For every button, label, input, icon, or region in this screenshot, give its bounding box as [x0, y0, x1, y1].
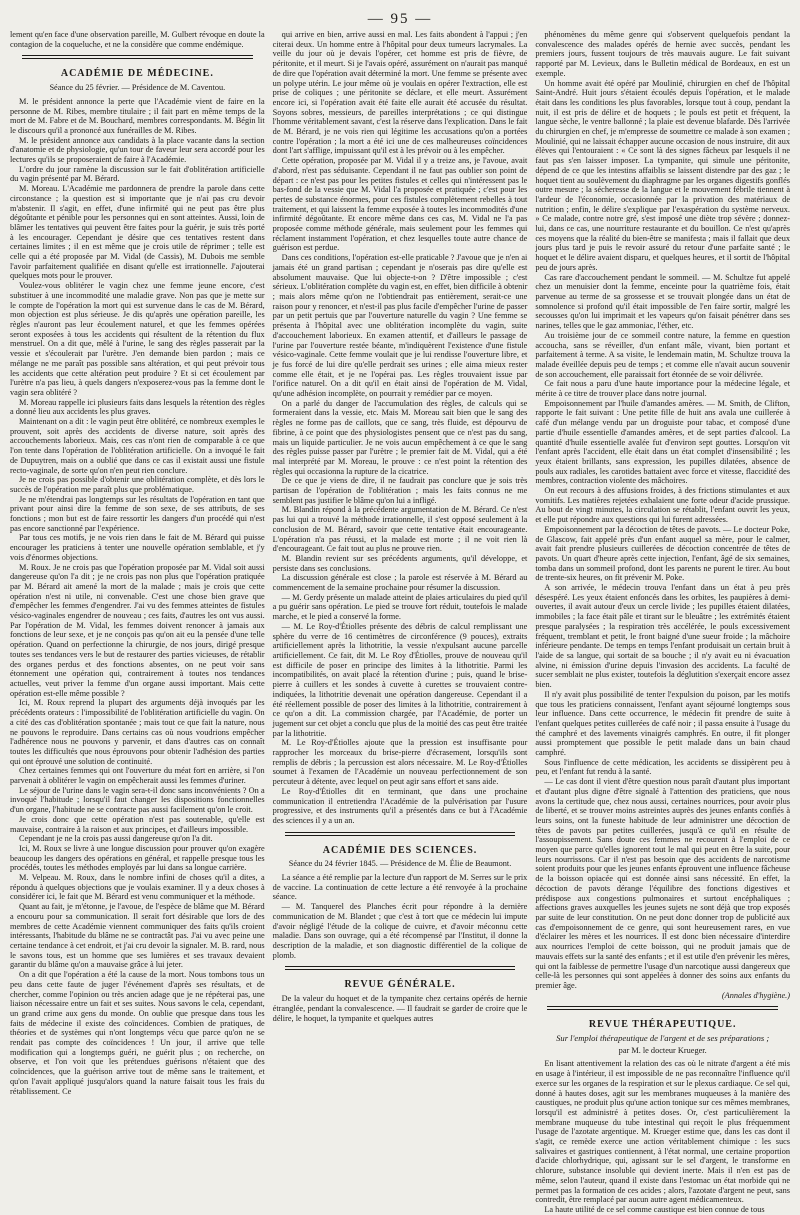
article-paragraph: M. le président annonce la perte que l'Académie vient de faire en la personne de M. Ribes, membre titulaire ; il fait part en même temps de la mort de M. Fabre et de M. Bouchard, membres correspondants. M. Bégin lit le discours qu'il a prononcé aux funérailles de M. Ribes. — [10, 96, 265, 135]
article-paragraph: On a dit que l'opération a été la cause de la mort. Nous tombons tous un peu dans cette faute de juger l'événement d'après ses résultats, et de chercher, comme l'opinion ou très ancien adage que je ne répéterai pas, une liaison nécessaire entre un fait et ses suites. Nous savons le cela, cependant, un grand crime aux gens du monde. On oublie que presque dans tous les faits de médecine il existe des coïncidences. Combien de pratiques, de théories et de systèmes qui n'ont longtemps vécu que parce qu'on ne se rendait pas compte des coïncidences ! Un jour, il arrive que telle modification qui a longtemps guéri, ne guérit plus ; on recherche, on observe, et l'on voit que les prétendues guérisons n'étaient que des coïncidences, que la guérison arrive tout de même sans le traitement, et qu'on l'avait appliqué jusqu'alors quand la nature faisait tous les frais du rétablissement. Ce — [10, 970, 265, 1096]
article-paragraph: M. Roux. Je ne crois pas que l'opération proposée par M. Vidal soit aussi dangereuse qu'on l'a dit ; je ne crois pas non plus que l'opération pratiquée par M. Bérard ait amené la mort de la malade ; mais je crois que cette opération n'est ni utile, ni convenable. C'est une chose bien grave que d'empêcher les femmes d'engendrer. J'ai vu des femmes atteintes de fistules vésico-vaginales engendrer de nouveau ; ces faits, d'autres les ont vus aussi. Par l'opération de M. Vidal, les femmes doivent renoncer à jamais aux fonctions de leur sexe, et je ne conçois pas qu'on ait eu la pensée d'une telle opération. Quand on perfectionne la chirurgie, de nos jours, dirigé presque toutes ses tendances vers le but de restaurer des parties vicieuses, de rétablir des organes perdus et des fonctions absentes, on ne peut voir sans étonnement une opération qui, contrairement à toutes nos tendances actuelles, veut priver la femme d'un organe aussi important. Mais cette opération est-elle même possible ? — [10, 562, 265, 698]
source-citation: (Annales d'hygiène.) — [721, 990, 791, 1000]
article-paragraph: M. Le Roy-d'Étiolles ajoute que la pression est insuffisante pour rapprocher les morceaux du brise-pierre d'écrasement, lorsqu'ils sont remplis de débris ; la percussion est alors nécessaire. M. Le Roy-d'Étiolles soumet à l'examen de l'Académie un nouveau perfectionnement de son percuteur à détente, avec lequel on peut agir sans effort et sans aide. — [272, 738, 528, 787]
article-paragraph: Par tous ces motifs, je ne vois rien dans le fait de M. Bérard qui puisse encourager les praticiens à tenter une nouvelle opération semblable, et j'y vois d'énormes objections. — [10, 533, 265, 562]
section-divider — [22, 55, 253, 59]
article-paragraph: qui arrive en bien, arrive aussi en mal. Les faits abondent à l'appui ; j'en citerai deux. Un homme entre à l'hôpital pour deux tumeurs lacrymales. La veille du jour où je devais l'opérer, cet homme est pris de fièvre, de péritonite, et il meurt. Si je l'avais opéré, assurément on n'aurait pas manqué de dire que l'opération avait déterminé la mort. Une femme se présente avec un polype utérin. Le jour même où je voulais en opérer l'extraction, elle est prise de coliques ; une péritonite se déclare, et elle meurt. Assurément encore ici, si l'opération avait été faite elle aurait été accusée du résultat. Soyons sobres, messieurs, de pareilles interprétations ; ce qui distingue l'homme véritablement savant, c'est la réserve dans l'explication. Dans le fait de M. Bérard, je ne vois rien qui légitime les accusations qu'on a portées contre l'opération ; la mort a été ici une de ces malheureuses coïncidences dont l'art s'afflige, impuissant qu'il est à les prévoir ou à les empêcher. — [272, 30, 528, 156]
article-paragraph: On a parlé du danger de l'accumulation des règles, de calculs qui se formeraient dans la vessie, etc. Mais M. Moreau sait bien que le sang des règles ne forme pas de caillots, que ce sang, très fluide, est dépourvu de fibrine, à ce point que des physiologistes pensent que ce n'est pas du sang, mais un liquide particulier. Je ne vois aucun empêchement à ce que le sang des règles puisse passer par l'urètre ; le premier fait de M. Vidal, qui a été mal interprété par M. Moreau, le prouve : ce n'est point la rétention des règles qui occasionna la rupture de la cicatrice. — [272, 398, 528, 476]
article-paragraph: Maintenant on a dit : le vagin peut être oblitéré, ce nombreux exemples le prouvent, soit après des accidents de diverse nature, soit après des accouchements laborieux. Mais, ces cas n'ont rien de comparable à ce que l'on tente dans l'opération de l'oblitération artificielle. On a invoqué le fait de Dupuytren, mais on a oublié que dans ce cas il existait aussi une fistule recto-vaginale, de sorte qu'on n'en peut rien conclure. — [10, 417, 265, 475]
article-paragraph: phénomènes du même genre qui s'observent quelquefois pendant la convalescence des malades opérés de hernie avec succès, pendant les premiers jours, fussent toujours de très mauvais augure. Le fait suivant rapporté par M. Levieux, dans le Bulletin médical de Bordeaux, en est un exemple. — [535, 30, 791, 78]
article-paragraph: Je ne crois pas possible d'obtenir une oblitération complète, et dès lors le succès de l'opération me paraît plus que problématique. — [10, 475, 265, 494]
meeting-line: Séance du 25 février. — Présidence de M. Caventou. — [49, 83, 226, 93]
article-paragraph: A son arrivée, le médecin trouva l'enfant dans un état à peu près désespéré. Les yeux étaient enfoncés dans les orbites, les paupières à demi-ouvertes, il avait autour d'eux un cercle livide ; les pupilles étaient dilatées, immobiles ; la face était pâle et tirant sur le bleuâtre ; les extrémités étaient presque paralysées ; la respiration très accélérée, le pouls excessivement fréquent, tremblant et petit, le front baigné d'une sueur froide ; la mâchoire inférieure pendante. De temps en temps l'enfant produisait un certain bruit à l'aide de sa langue, qui sortait de sa bouche ; il n'y avait eu ni évacuation alvine, ni émission d'urine depuis l'invasion des accidents. La faculté de sucer semblait ne plus exister, toutefois la déglutition s'exerçait encore assez bien. — [535, 583, 791, 690]
article-paragraph: Cette opération, proposée par M. Vidal il y a treize ans, je l'avoue, avait d'abord, n'est pas séduisante. Cependant il ne faut pas oublier son point de départ : ce n'est pas pour les petites fistules et celles qui n'intéressent pas le bas-fond de la vessie que M. Vidal l'a proposée et pratiquée ; c'est pour les pertes de substance énormes, pour ces fistules complètement rebelles à tout traitement, et qui laissent la femme exposée à toutes les incommodités d'une infirmité dégoûtante. Et encore même dans ces cas, M. Vidal ne l'a pas proposée comme méthode générale, mais seulement pour les femmes qui réclament instamment l'opération, et chez lesquelles toute autre chance de guérison est perdue. — [272, 156, 528, 253]
article-paragraph: Empoisonnement par la décoction de têtes de pavots. — Le docteur Poke, de Glascow, fait appelé près d'un enfant auquel sa mère, pour le calmer, avait fait prendre plusieurs cuillerées de décoction concentrée de têtes de pavots. Un quart d'heure après cette injection, l'enfant, âgé de six semaines, tomba dans un sommeil profond, dont les parents ne purent le tirer. Au bout de trente-six heures, on fit prévenir M. Poke. — [535, 524, 791, 583]
page-number: — 95 — — [367, 11, 433, 27]
article-paragraph: — M. Gerdy présente un malade atteint de plaies articulaires du pied qu'il a pu guérir sans opération. Le pied se trouve fort réduit, toutefois le malade marche, et le pied a conservé la forme. — [272, 592, 528, 622]
article-paragraph: Je ne m'étendrai pas longtemps sur les résultats de l'opération en tant que privant pour ainsi dire la femme de son sexe, de ses attributs, de ses fonctions ; mon but est de faire ressortir les dangers d'un procédé qui n'est pas encore sanctionné par l'expérience. — [10, 494, 265, 533]
article-paragraph: Chez certaines femmes qui ont l'ouverture du méat fort en arrière, si l'on parvenait à oblitérer le vagin on empêcherait aussi les femmes d'uriner. — [10, 766, 265, 786]
article-paragraph: En lisant attentivement la relation des cas où le nitrate d'argent a été mis en usage à l'intérieur, il est impossible de ne pas reconnaître l'influence qu'il exerce sur les organes de la respiration et sur le plexus cardiaque. Ce sel qui, donné à hautes doses, agit sur les membranes muqueuses à la manière des caustiques, ne produit plus qu'une action tonique sur ces mêmes membranes, lorsqu'il est administré à petites doses. Or, c'est particulièrement la membrane muqueuse du tube intestinal qui reçoit le plus fréquemment l'usage de l'azotate argentique. M. Krueger estime que, dans les cas dont il s'agit, ce remède exerce une action véritablement chimique : les sucs salivaires et gastriques contiennent, à l'état normal, une certaine proportion d'acide chlorhydrique, qui, agissant sur le sel d'argent, le transforme en chlorure, substance insoluble qui devient inerte. Mais il n'en est pas de même, selon l'auteur, quand il existe dans l'estomac un état morbide qui ne permet pas la formation de ces acides ; alors, l'azotate d'argent ne peut, sans contredit, être remplacé par aucun autre agent médicamenteux. — [535, 1059, 791, 1205]
article-paragraph: On eut recours à des affusions froides, à des frictions stimulantes et aux vomitifs. Les matières rejetées exhalaient une forte odeur d'acide prussique. Au bout de vingt minutes, la circulation se rétablit, l'enfant ouvrit les yeux, et elle put répondre aux questions qui lui furent adressées. — [535, 486, 791, 525]
article-paragraph: Quant au fait, je m'étonne, je l'avoue, de l'espèce de blâme que M. Bérard a encouru pour sa communication. Il serait fort désirable que lors de des membres de cette Académie viennent communiquer des faits qu'ils croient intéressants, l'habitude du blâme ne se contractât pas. J'ai vu avec peine une certaine tendance à cet endroit, et j'ai cru devoir la signaler. M. B. rard, nous le savons tous, est un homme que ses lumières et ses travaux devaient garantir du blâme qu'on a mauvaise grâce à lui jeter. — [10, 902, 265, 970]
section-divider — [547, 1006, 778, 1010]
column-2 — [273, 30, 528, 1166]
article-paragraph: Voulez-vous oblitérer le vagin chez une femme jeune encore, c'est substituer à une incommodité une maladie grave. Non pas que je mette sur le compte de l'opération la mort qui est survenue dans le cas de M. Bérard, mon objection est plus sérieuse. Je dis qu'après une opération pareille, les règles n'auront pas leur écoulement naturel, et que les femmes opérées seront exposées à tous les accidents qui résultent de la rétention du flux menstruel. On a dit que, mêlé à l'urine, le sang des règles passerait par la vessie et s'écoulerait par l'urètre. J'en demande bien pardon ; mais ce mélange ne me paraît pas possible sans altération, et qui peut prévoir tous les accidents que cette altération peut produire ? Et si cet écoulement par l'urètre n'a pas lieu, à quels dangers n'exposerez-vous pas la femme dont le vagin sera oblitéré ? — [10, 281, 265, 397]
article-paragraph: M. Moreau rappelle ici plusieurs faits dans lesquels la rétention des règles a donné lieu aux accidents les plus graves. — [10, 397, 265, 417]
article-paragraph: Cependant je ne la crois pas aussi dangereuse qu'on l'a dit. — [19, 834, 213, 844]
article-paragraph: Au troisième jour de ce sommeil contre nature, la femme en question accoucha, sans se réveiller, d'un enfant mâle, vivant, bien portant et parfaitement à terme. A sa visite, le lendemain matin, M. Schultze trouva la malade éveillée depuis peu de temps ; et comme elle n'avait aucun souvenir de son accouchement, elle paraissait fort étonnée de se voir délivrée. — [535, 330, 791, 379]
section-title: REVUE GÉNÉRALE. — [344, 979, 456, 991]
section-title: REVUE THÉRAPEUTIQUE. — [588, 1019, 737, 1031]
article-paragraph: De la valeur du hoquet et de la tympanite chez certains opérés de hernie étranglée, pendant la convalescence. — Il faudrait se garder de croire que le délire, le hoquet, la tympanite et quelques autres — [272, 994, 528, 1023]
meeting-line: Séance du 24 février 1845. — Présidence de M. Élie de Beaumont. — [288, 859, 512, 869]
article-paragraph: L'ordre du jour ramène la discussion sur le fait d'oblitération artificielle du vagin présenté par M. Bérard. — [10, 164, 265, 184]
article-paragraph: Ce fait nous a paru d'une haute importance pour la médecine légale, et mérite à ce titre de trouver place dans notre journal. — [535, 379, 791, 399]
article-paragraph: Ici, M. Roux reprend la plupart des arguments déjà invoqués par les précédents orateurs : l'impossibilité de l'oblitération artificielle du vagin. On a cité des cas d'oblitération spontanée ; mais tout ce que fait la nature, nous ne pouvons le reproduire. Dans certains cas où nous voudrions empêcher l'adhérence nous ne pouvons y parvenir, et dans d'autres cas on connaît toutes les difficultés que nous éprouvons pour obtenir l'adhésion des parties qui ont éprouvé une solution de continuité. — [10, 698, 265, 766]
article-paragraph: M. le président annonce aux candidats à la place vacante dans la section d'anatomie et de physiologie, qu'un tour de faveur leur sera accordé pour les lectures qu'ils se proposeraient de faire à l'Académie. — [10, 135, 265, 165]
article-paragraph: Cas rare d'accouchement pendant le sommeil. — M. Schultze fut appelé chez un menuisier dont la femme, enceinte pour la quatrième fois, était parvenue au terme de sa grossesse et se trouvait plongée dans un état de somnolence si profond qu'il était impossible de l'en faire sortir, malgré les secousses qu'on lui imprimait et les vapeurs qu'on faisait pénétrer dans ses narines, telles que le gaz ammoniac, l'éther, etc. — [535, 272, 791, 331]
article-paragraph: La haute utilité de ce sel comme caustique est bien connue de tous — [544, 1204, 765, 1214]
article-paragraph: M. Velpeau. M. Roux, dans le nombre infini de choses qu'il a dites, a répondu à quelques objections que je voulais examiner. Il y a deux choses à considérer ici, le fait que M. Bérard est venu communiquer et la méthode. — [10, 873, 265, 902]
article-paragraph: lement qu'en face d'une observation pareille, M. Gulbert révoque en doute la contagion de la coqueluche, et ne la considère que comme endémique. — [10, 30, 265, 49]
article-paragraph: La séance a été remplie par la lecture d'un rapport de M. Serres sur le prix de vaccine. La continuation de cette lecture a été renvoyée à la prochaine séance. — [272, 873, 528, 902]
section-title: ACADÉMIE DES SCIENCES. — [322, 844, 478, 856]
section-divider — [285, 966, 516, 970]
article-paragraph: Le Roy-d'Étiolles dit en terminant, que dans une prochaine communication il entretiendra l'Académie de la pulvérisation par l'usure progressive, et des instruments qu'il a présentés dans ce but à l'Académie des sciences il y a un an. — [272, 786, 528, 825]
article-subtitle: Sur l'emploi thérapeutique de l'argent et de ses préparations ; — [556, 1033, 770, 1044]
article-paragraph: M. Moreau. L'Académie me pardonnera de prendre la parole dans cette circonstance ; la question est si importante que je n'ai pas cru devoir m'abstenir. Il s'agit, en effet, d'une infirmité qui ne peut pas être plus dégoûtante et pénible pour les personnes qui en sont atteintes. Aussi, loin de blâmer les tentatives qui peuvent être faites pour la guérir, je suis très porté à les encourager. Cependant je désire que ces tentatives restent dans certaines limites ; il en est même que je crois utile de réprimer ; telle est celle qui a été proposée par M. Vidal (de Cassis), M. Dubois me semble l'avoir parfaitement qualifiée en disant qu'elle est irrationnelle. J'ajouterai quelques mots pour le prouver. — [10, 184, 265, 281]
column-3 — [535, 30, 791, 1214]
article-paragraph: M. Blandin revient sur ses précédents arguments, qu'il développe, et persiste dans ses conclusions. — [272, 553, 528, 573]
article-author: par M. le docteur Krueger. — [618, 1045, 707, 1055]
article-paragraph: Il n'y avait plus possibilité de tenter l'expulsion du poison, par les motifs que tous les praticiens connaissent, l'enfant ayant séjourné longtemps sous leur influence. Dans cette occurrence, le médecin fit prendre de suite à l'enfant quelques petites cuillerées de café noir ; il passa ensuite à l'usage du thé camphré et des lavements vinaigrés camphrés. En outre, il fit plonger aussi promptement que possible le petit malade dans un bain chaud camphré. — [535, 689, 791, 758]
article-paragraph: Je crois donc que cette opération n'est pas soutenable, qu'elle est mauvaise, contraire à la raison et aux principes, et d'ailleurs impossible. — [10, 814, 265, 834]
article-paragraph: — M. Tanquerel des Planches écrit pour répondre à la dernière communication de M. Blandet ; que c'est à tort que ce médecin lui impute d'avoir négligé l'étude de la colique de cuivre, et d'avoir méconnu cette maladie. Dans son ouvrage, qui a été récompensé par l'Institut, il donne la description de la maladie, et son diagnostic différentiel de la colique de plomb. — [272, 902, 528, 960]
article-paragraph: La discussion générale est close ; la parole est réservée à M. Bérard au commencement de la semaine prochaine pour résumer la discussion. — [272, 573, 528, 593]
article-paragraph: De ce que je viens de dire, il ne faudrait pas conclure que je sois très partisan de l'opération de l'oblitération ; mais les faits connus ne me semblent pas justifier le blâme qu'on lui a infligé. — [272, 476, 528, 505]
columns — [10, 30, 791, 1214]
article-paragraph: Le séjour de l'urine dans le vagin sera-t-il donc sans inconvénients ? On a invoqué l'habitude ; lorsqu'il faut changer les dispositions fonctionnelles d'un organe, l'habitude ne se contracte pas aussi facilement qu'on le croit. — [10, 785, 265, 815]
column-1 — [10, 30, 265, 1166]
article-paragraph: Un homme avait été opéré par Moulinié, chirurgien en chef de l'hôpital Saint-André. Huit jours s'étaient écoulés depuis l'opération, et le malade était dans les conditions les plus favorables, lorsque tout à coup, pendant la nuit, il est pris de délire et de hoquets ; le pouls est petit et fréquent, la langue sèche, le ventre ballonné ; la plaie est devenue blafarde. Dès l'arrivée du chirurgien en chef, je m'empresse de soumettre ce malade à son examen ; Moulinié, qui ne laissait échapper aucune occasion de nous instruire, dit aux élèves qui l'entouraient : « Ce sont là des signes fâcheux par lesquels il ne faut pas s'en laisser imposer. La tympanite, qui simule une péritonite, dépend de ce que les intestins affaiblis se laissent distendre par des gaz ; le hoquet tient au soulèvement du diaphragme par les organes digestifs gonflés outre mesure ; la sécheresse de la langue et le mouvement fébrile tiennent à l'ardeur de l'économie, occasionnée par la privation des matériaux de nutrition ; enfin, le délire s'explique par l'exaspération du système nerveux. » Ce malade, contre notre gré, s'est imposé une diète trop sévère ; donnez-lui, dans ce cas, une nourriture restaurante et du bouillon. Ce n'est qu'après ces moyens que la réalité du bien-être se manifesta ; mais il fallait que deux jours plus tard je puis le revoir assuré du retour d'une parfaite santé ; le hoquet et le délire avaient disparu, et quelques heures, et il sortit de l'hôpital peu de jours après. — [535, 78, 791, 272]
article-paragraph: Sous l'influence de cette médication, les accidents se dissipèrent peu à peu, et l'enfant fut rendu à la santé. — [535, 757, 791, 777]
article-paragraph: — Le cas dont il vient d'être question nous paraît d'autant plus important et d'autant plus digne d'être signalé à l'attention des praticiens, que nous avons la certitude que, chez nous aussi, certaines nourrices, pour avoir plus de liberté, et se trouver moins astreintes auprès des jeunes enfants confiés à leurs soins, ont la funeste habitude de leur administrer une décoction de têtes de pavots par petites cuillerées, jusqu'à ce qu'il en résulte de l'assoupissement. Sans doute ces femmes ne recourent à l'emploi de ce moyen que parce qu'elles ignorent tout le mal qui peut en être la suite, pour leurs nourrissons. Car il n'est pas besoin que des accidents de narcotisme soient produits pour que les jeunes enfants éprouvent une influence fâcheuse de la boisson opiacée qui est donnée ainsi sans nécessité. En effet, la décoction de pavots dérange l'équilibre des fonctions digestives et prédispose aux congestions pulmonaires et surtout encéphaliques ; affections graves auxquelles les jeunes sujets ne sont déjà que trop exposés par suite de leur constitution. On ne peut donc donner trop de publicité aux cas d'empoisonnement de ce genre, qui sont heureusement rares, en vue d'éclairer les mères et les nourrices. Il est donc bien nécessaire d'interdire aux nourrices l'emploi de cette boisson, qui ne produit jamais que de mauvais effets sur la santé des enfants ; et il est utile d'en prévenir les mères, qui ont la faiblesse de permettre l'usage d'un narcotique aussi dangereux que celle-là les personnes qui sont appelées à donner des soins aux enfants du premier âge. — [535, 777, 791, 990]
section-title: ACADÉMIE DE MÉDECINE. — [60, 68, 214, 80]
article-paragraph: — M. Le Roy-d'Étiolles présente des débris de calcul remplissant une sphère du verre de 16 centimètres de circonférence (9 pouces), extraits artificiellement après la lithotritie, la vessie n'expulsant aucune parcelle artificiellement. Ce fait, dit M. Le Roy d'Étiolles, prouve de nouveau qu'il est difficile de poser en principe des limites à la lithotritie. Parmi les incompatibilités, on avait placé la rétention d'urine ; puis, quand le brise-pierre à cuillers et les sondes à cuvette à curettes se trouvaient contre-indiquées, la lithotritie devenait une opération dangereuse. Cependant il a été réellement possible de poser des limites à la lithotritie, contrairement à ce qu'on a dit. La commission chargée, par l'Académie, de porter un jugement sur cet objet a conclu que plus de la moitié des cas peut être traitée par la lithotritie. — [272, 621, 528, 738]
article-paragraph: Empoisonnement par l'huile d'amandes amères. — M. Smith, de Clifton, rapporte le fait suivant : Une petite fille de huit ans avala une cuillerée à café d'un mélange vendu par un droguiste pour tabac, et composé d'une partie d'huile essentielle d'amandes amères, et de sept parties d'alcool. La quantité d'huile essentielle avalée fut d'environ sept gouttes. Lorsqu'on vit l'enfant après l'accident, elle était dans un état complet d'insensibilité ; les yeux étaient brillants, sans expression, les pupilles dilatées, absence de pouls aux radiales, les carotides battaient avec force et vitesse, flaccidité des membres, contraction violente des mâchoires. — [535, 398, 791, 486]
article-paragraph: M. Blandin répond à la précédente argumentation de M. Bérard. Ce n'est pas lui qui a trouvé la méthode irrationnelle, il s'est opposé seulement à la conclusion de M. Bérard, savoir que cette tentative était encourageante. L'opération n'a pas réussi, et la malade est morte ; il ne voit rien là d'encourageant. Ce fait tout au plus ne prouve rien. — [272, 505, 528, 554]
section-divider — [285, 832, 516, 836]
article-paragraph: Dans ces conditions, l'opération est-elle praticable ? J'avoue que je n'en ai jamais été un grand partisan ; cependant je n'oserais pas dire qu'elle est absolument mauvaise. Que lui objecte-t-on ? D'être impossible ; c'est sérieux. L'oblitération complète du vagin est, en effet, bien difficile à obtenir ; mais alors même qu'on ne l'obtiendrait pas entièrement, serait-ce une raison pour y renoncer, et n'est-il pas plus facile d'empêcher l'urine de passer par un petit pertuis que par l'ouverture naturelle du vagin ? Une femme se présenta à l'hôpital avec une oblitération incomplète du vagin, suite d'accouchement laborieux. En examen attentif, et d'ailleurs le passage de l'urine par l'ouverture restée béante, m'indiquèrent l'existence d'une fistule vésico-vaginale. Cette femme voulait que je lui rendisse l'ouverture libre, et je fus forcé de lui dire qu'elle perdrait ses urines ; elle aima mieux rester comme elle était, et je ne l'opérai pas. Les règles trouvaient issue par l'orifice naturel. On a dit qu'il en était ainsi de l'opération de M. Vidal, qu'une adhésion incomplète, on pourrait y remédier par ce moyen. — [272, 253, 528, 399]
article-paragraph: Ici, M. Roux se livre à une longue discussion pour prouver qu'on exagère beaucoup les dangers des opérations en général, et rappelle presque tous les procédés, toutes les méthodes employés par lui dans sa longue carrière. — [10, 843, 265, 873]
